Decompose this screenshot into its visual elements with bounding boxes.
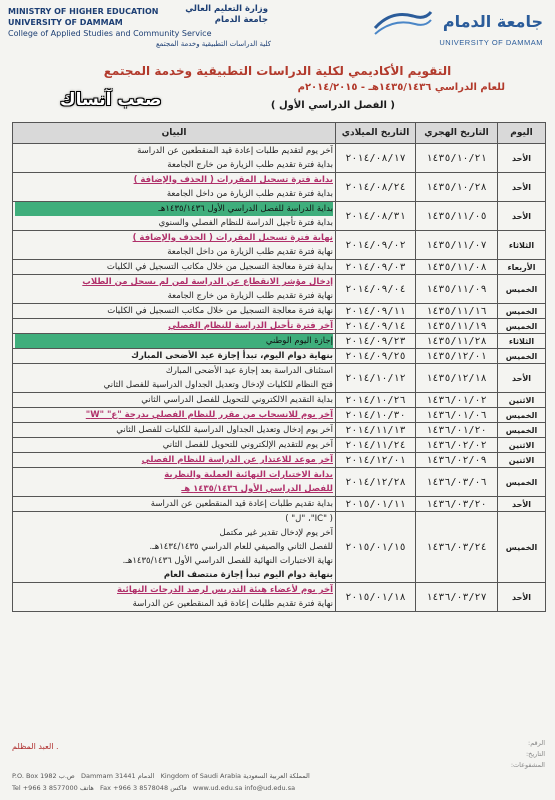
row-gregorian-date: ٢٠١٥/٠١/١١: [336, 497, 416, 512]
row-hijri-date: ١٤٣٦/٠٣/٢٧: [416, 583, 498, 612]
row-day: الأحد: [498, 583, 546, 612]
table-row: [13, 393, 546, 408]
row-day: الاثنين: [498, 393, 546, 408]
description-line: آخر يوم للانسحاب من مقرر للنظام الفصلي بدرجة "ع" "W": [85, 410, 333, 420]
row-gregorian-date: ٢٠١٥/٠١/١٨: [336, 583, 416, 612]
row-day: الأحد: [498, 202, 546, 231]
row-day: الخميس: [498, 349, 546, 364]
row-description: [13, 304, 336, 319]
row-hijri-date: ١٤٣٦/٠٣/٢٠: [416, 497, 498, 512]
description-line: بنهاية دوام اليوم تبدأ إجازة منتصف العام: [163, 570, 333, 580]
row-gregorian-date: ٢٠١٤/١١/١٣: [336, 423, 416, 438]
ministry-name-ar: وزارة التعليم العالي: [185, 4, 268, 14]
ministry-arabic: [183, 4, 268, 26]
row-gregorian-date: ٢٠١٤/٠٩/١١: [336, 304, 416, 319]
description-line: نهاية فترة تسجيل المقررات ( الحذف والإضافة ): [132, 233, 333, 243]
table-row: [13, 349, 546, 364]
description-line: إجازة اليوم الوطني: [15, 334, 333, 348]
description-line: بداية الاختبارات النهائية العملية والنظرية: [164, 470, 333, 480]
footer-tel: Tel +966 3 8577000 هاتف: [12, 784, 94, 792]
row-hijri-date: ١٤٣٦/٠١/٠٦: [416, 408, 498, 423]
description-line: بداية فترة تسجيل المقررات ( الحذف والإضافة ): [133, 175, 333, 185]
row-gregorian-date: ٢٠١٥/٠١/١٥: [336, 512, 416, 583]
table-header-row: [13, 123, 546, 144]
overlay-caption: صعب آنساك: [60, 90, 162, 110]
description-line: بداية فترة تقديم طلب الزيارة من داخل الجامعة: [166, 189, 333, 199]
header-gregorian: التاريخ الميلادي: [336, 123, 416, 144]
description-line: بنهاية دوام اليوم، تبدأ إجازة عيد الأضحى المبارك: [131, 351, 333, 361]
table-row: [13, 438, 546, 453]
row-hijri-date: ١٤٣٥/١١/٢٨: [416, 334, 498, 349]
description-line: آخر يوم إدخال وتعديل الجداول الدراسية للكليات للفصل الثاني: [116, 425, 333, 435]
university-name-en: UNIVERSITY OF DAMMAM: [8, 18, 123, 27]
row-description: [13, 408, 336, 423]
table-row: [13, 423, 546, 438]
row-gregorian-date: ٢٠١٤/٠٩/١٤: [336, 319, 416, 334]
row-gregorian-date: ٢٠١٤/٠٨/١٧: [336, 144, 416, 173]
description-line: استئناف الدراسة بعد إجازة عيد الأضحى المبارك: [165, 366, 333, 376]
row-hijri-date: ١٤٣٥/١٠/٢١: [416, 144, 498, 173]
academic-calendar-table: [12, 122, 546, 612]
row-day: الأحد: [498, 497, 546, 512]
table-row: [13, 453, 546, 468]
wave-logo-icon: [373, 4, 433, 40]
table-row: [13, 583, 546, 612]
semester-label: ( الفصل الدراسي الأول ): [270, 100, 395, 111]
header-hijri: التاريخ الهجري: [416, 123, 498, 144]
description-line: بداية التقديم الالكتروني للتحويل للفصل الدراسي الثاني: [141, 395, 333, 405]
footer-address: [12, 772, 310, 780]
row-gregorian-date: ٢٠١٤/٠٨/٣١: [336, 202, 416, 231]
header-description: البيان: [13, 123, 336, 144]
calendar-title: التقويم الأكاديمي لكلية الدراسات التطبيقية وخدمة المجتمع: [103, 64, 452, 78]
description-line: للفصل الثاني والصيفي للعام الدراسي ١٤٣٤/١٤٣٥هـ.: [149, 542, 333, 552]
table-row: [13, 319, 546, 334]
description-line: إدخال مؤشر الانقطاع عن الدراسة لمن لم يسجل من الطلاب: [82, 277, 333, 287]
description-line: آخر يوم لأعضاء هيئة التدريس لرصد الدرجات النهائية: [117, 585, 333, 595]
ref-date-label: التاريخ:: [525, 750, 545, 758]
ministry-name-en: MINISTRY OF HIGHER EDUCATION: [8, 7, 159, 16]
description-line: نهاية فترة تقديم طلب الزيارة من خارج الجامعة: [167, 291, 333, 301]
row-description: [13, 497, 336, 512]
row-description: [13, 319, 336, 334]
row-day: الاثنين: [498, 453, 546, 468]
row-description: [13, 334, 336, 349]
table-row: [13, 275, 546, 304]
row-gregorian-date: ٢٠١٤/١٢/٢٨: [336, 468, 416, 497]
description-line: نهاية الاختبارات النهائية للفصل الدراسي الأول ١٤٣٥/١٤٣٦هـ.: [122, 556, 333, 566]
table-row: [13, 408, 546, 423]
table-row: [13, 512, 546, 583]
row-gregorian-date: ٢٠١٤/٠٩/٢٥: [336, 349, 416, 364]
row-description: [13, 423, 336, 438]
row-day: الخميس: [498, 512, 546, 583]
row-hijri-date: ١٤٣٥/١١/١٦: [416, 304, 498, 319]
footer-contact: [12, 784, 295, 792]
signature: . العبد المظلم: [12, 742, 59, 751]
row-description: [13, 512, 336, 583]
footer-po-box: P.O. Box 1982 ص.ب: [12, 772, 75, 780]
university-name-ar: جامعة الدمام: [214, 15, 268, 25]
description-line: فتح النظام للكليات لإدخال وتعديل الجداول الدراسية للفصل الثاني: [103, 380, 333, 390]
reference-fields: [511, 738, 545, 771]
row-gregorian-date: ٢٠١٤/٠٩/٠٣: [336, 260, 416, 275]
row-description: [13, 144, 336, 173]
row-day: الخميس: [498, 275, 546, 304]
footer-web: www.ud.edu.sa info@ud.edu.sa: [192, 784, 296, 792]
row-day: الخميس: [498, 423, 546, 438]
row-description: [13, 349, 336, 364]
row-description: [13, 231, 336, 260]
row-description: [13, 438, 336, 453]
table-row: [13, 468, 546, 497]
table-row: [13, 364, 546, 393]
row-hijri-date: ١٤٣٦/٠٢/٠٩: [416, 453, 498, 468]
row-hijri-date: ١٤٣٦/٠٣/٠٦: [416, 468, 498, 497]
college-name-ar: كلية الدراسات التطبيقية وخدمة المجتمع: [155, 40, 271, 48]
footer-country: Kingdom of Saudi Arabia المملكة العربية السعودية: [160, 772, 310, 780]
row-day: الاثنين: [498, 438, 546, 453]
description-line: نهاية فترة تقديم طلب الزيارة من داخل الجامعة: [167, 247, 333, 257]
footer-city: Dammam 31441 الدمام: [80, 772, 155, 780]
row-description: [13, 453, 336, 468]
table-row: [13, 202, 546, 231]
header-day: اليوم: [498, 123, 546, 144]
row-hijri-date: ١٤٣٥/١١/٠٨: [416, 260, 498, 275]
description-line: آخر فترة تأجيل الدراسة للنظام الفصلي: [168, 321, 333, 331]
row-day: الخميس: [498, 304, 546, 319]
logo-text-en: UNIVERSITY OF DAMMAM: [439, 38, 543, 47]
description-line: ( "IC"، "ل" ): [285, 514, 333, 524]
row-gregorian-date: ٢٠١٤/٠٩/٠٤: [336, 275, 416, 304]
ref-attachments-label: المشفوعات:: [510, 761, 545, 769]
row-gregorian-date: ٢٠١٤/٠٩/٠٢: [336, 231, 416, 260]
ministry-block: [8, 4, 271, 54]
ref-number-label: الرقم:: [528, 739, 545, 747]
row-gregorian-date: ٢٠١٤/١٠/٢٦: [336, 393, 416, 408]
row-description: [13, 173, 336, 202]
table-row: [13, 231, 546, 260]
row-gregorian-date: ٢٠١٤/١٠/١٢: [336, 364, 416, 393]
row-hijri-date: ١٤٣٥/١١/٠٧: [416, 231, 498, 260]
row-gregorian-date: ٢٠١٤/٠٨/٢٤: [336, 173, 416, 202]
footer-fax: Fax +966 3 8578048 فاكس: [100, 784, 187, 792]
row-hijri-date: ١٤٣٥/١١/٠٩: [416, 275, 498, 304]
table-row: [13, 334, 546, 349]
table-row: [13, 304, 546, 319]
row-day: الخميس: [498, 408, 546, 423]
description-line: نهاية فترة تقديم طلبات إعادة قيد المنقطعين عن الدراسة: [132, 599, 333, 609]
row-hijri-date: ١٤٣٥/١١/١٩: [416, 319, 498, 334]
row-day: الأحد: [498, 144, 546, 173]
row-hijri-date: ١٤٣٦/٠٢/٠٢: [416, 438, 498, 453]
table-row: [13, 497, 546, 512]
table-row: [13, 144, 546, 173]
row-day: الأحد: [498, 364, 546, 393]
letterhead: [0, 0, 555, 60]
row-description: [13, 393, 336, 408]
row-gregorian-date: ٢٠١٤/١٠/٣٠: [336, 408, 416, 423]
row-hijri-date: ١٤٣٦/٠١/٢٠: [416, 423, 498, 438]
row-description: [13, 260, 336, 275]
row-hijri-date: ١٤٣٥/١١/٠٥: [416, 202, 498, 231]
row-hijri-date: ١٤٣٥/١٢/١٨: [416, 364, 498, 393]
row-day: الأحد: [498, 173, 546, 202]
row-day: الخميس: [498, 468, 546, 497]
row-hijri-date: ١٤٣٦/٠٣/٢٤: [416, 512, 498, 583]
table-body: [13, 144, 546, 612]
row-description: [13, 202, 336, 231]
row-gregorian-date: ٢٠١٤/١١/٢٤: [336, 438, 416, 453]
table-row: [13, 260, 546, 275]
description-line: آخر يوم لإدخال تقدير غير مكتمل: [219, 528, 333, 538]
description-line: بداية فترة تقديم طلب الزيارة من خارج الجامعة: [167, 160, 333, 170]
description-line: آخر يوم للتقديم الإلكتروني للتحويل للفصل الثاني: [162, 440, 333, 450]
description-line: آخر يوم لتقديم طلبات إعادة قيد المنقطعين عن الدراسة: [137, 146, 333, 156]
row-hijri-date: ١٤٣٥/١٠/٢٨: [416, 173, 498, 202]
row-gregorian-date: ٢٠١٤/١٢/٠١: [336, 453, 416, 468]
academic-year: للعام الدراسي ١٤٣٥/١٤٣٦هـ - ٢٠١٤/٢٠١٥م: [297, 82, 505, 93]
row-day: الخميس: [498, 319, 546, 334]
row-day: الثلاثاء: [498, 334, 546, 349]
ministry-english: [8, 6, 211, 39]
university-logo: [373, 4, 543, 54]
description-line: للفصل الدراسي الأول ١٤٣٥/١٤٣٦ هـ: [181, 484, 333, 494]
college-name-en: College of Applied Studies and Community Service: [8, 29, 212, 38]
description-line: آخر موعد للاعتذار عن الدراسة للنظام الفصلي: [141, 455, 333, 465]
row-gregorian-date: ٢٠١٤/٠٩/٢٣: [336, 334, 416, 349]
row-day: الثلاثاء: [498, 231, 546, 260]
description-line: نهاية فترة معالجة التسجيل من خلال مكاتب التسجيل في الكليات: [107, 306, 333, 316]
row-description: [13, 583, 336, 612]
table-row: [13, 173, 546, 202]
description-line: بداية تقديم طلبات إعادة قيد المنقطعين عن الدراسة: [150, 499, 333, 509]
row-description: [13, 364, 336, 393]
row-description: [13, 275, 336, 304]
row-hijri-date: ١٤٣٦/٠١/٠٢: [416, 393, 498, 408]
row-description: [13, 468, 336, 497]
row-hijri-date: ١٤٣٥/١٢/٠١: [416, 349, 498, 364]
description-line: بداية فترة تأجيل الدراسة للنظام الفصلي والسنوي: [158, 218, 333, 228]
row-day: الأربعاء: [498, 260, 546, 275]
description-line: بداية فترة معالجة التسجيل من خلال مكاتب التسجيل في الكليات: [106, 262, 333, 272]
description-line: بداية الدراسة للفصل الدراسي الأول ١٤٣٥/١٤٣٦هـ: [15, 202, 333, 216]
logo-text-ar: جامعة الدمام: [442, 12, 543, 31]
